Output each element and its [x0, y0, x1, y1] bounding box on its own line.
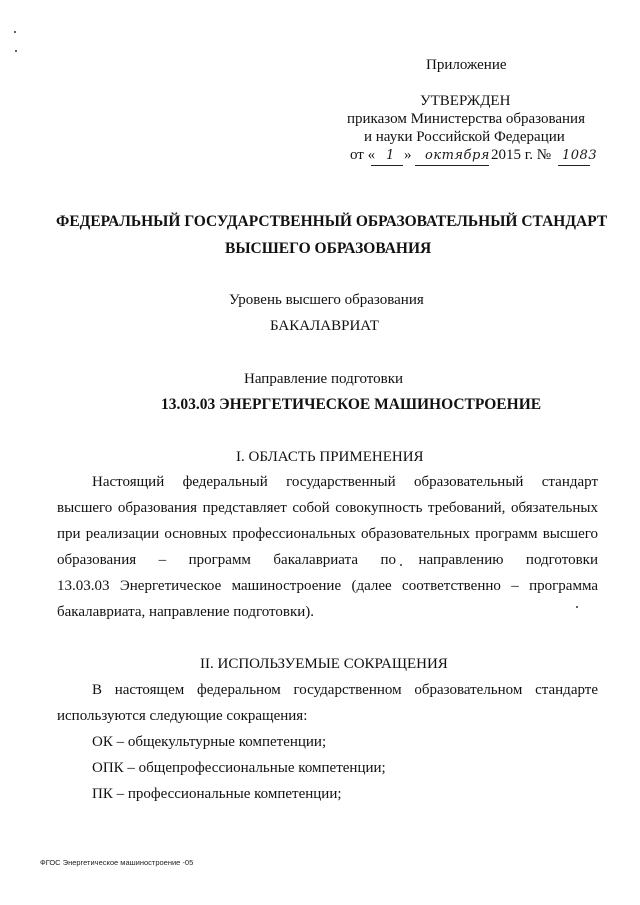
scan-speck: [576, 606, 578, 608]
order-line-2: и науки Российской Федерации: [364, 129, 565, 145]
date-day-underline: [371, 165, 403, 166]
date-month: октября: [425, 148, 490, 163]
scan-speck: [15, 50, 17, 52]
section-1-heading: I. ОБЛАСТЬ ПРИМЕНЕНИЯ: [236, 449, 424, 465]
abbreviation-item: ОК – общекультурные компетенции;: [92, 734, 327, 750]
page-footer: ФГОС Энергетическое машиностроение -05: [40, 858, 194, 867]
paragraph-line: при реализации основных профессиональных образовательных программ высшего: [57, 526, 598, 542]
appendix-label: Приложение: [426, 57, 507, 73]
scan-speck: [14, 31, 16, 33]
abbreviation-item: ОПК – общепрофессиональные компетенции;: [92, 760, 386, 776]
abbreviations-intro-line: используются следующие сокращения:: [57, 708, 308, 724]
date-mid: »: [404, 147, 412, 163]
date-day: 1: [386, 148, 395, 163]
order-number: 1083: [562, 148, 598, 163]
paragraph-line: высшего образования представляет собой совокупность требований, обязательных: [57, 500, 598, 516]
abbreviation-item: ПК – профессиональные компетенции;: [92, 786, 342, 802]
paragraph-line: бакалавриата, направление подготовки).: [57, 604, 315, 620]
direction-label: Направление подготовки: [244, 371, 404, 387]
paragraph-line: 13.03.03 Энергетическое машиностроение (далее соответственно – программа: [57, 578, 598, 594]
date-year: 2015 г. №: [491, 147, 552, 163]
approved-label: УТВЕРЖДЕН: [420, 93, 511, 109]
order-line-1: приказом Министерства образования: [347, 111, 585, 127]
paragraph-line: образования – программ бакалавриата по направлению подготовки: [57, 552, 598, 568]
direction-value: 13.03.03 ЭНЕРГЕТИЧЕСКОЕ МАШИНОСТРОЕНИЕ: [161, 396, 542, 413]
paragraph-line: Настоящий федеральный государственный образовательный стандарт: [92, 474, 598, 490]
section-2-heading: II. ИСПОЛЬЗУЕМЫЕ СОКРАЩЕНИЯ: [200, 656, 448, 672]
date-month-underline: [415, 165, 489, 166]
abbreviations-intro-line: В настоящем федеральном государственном образовательном стандарте: [92, 682, 598, 698]
education-level-label: Уровень высшего образования: [229, 292, 424, 308]
date-prefix: от «: [350, 147, 376, 163]
document-title-line-1: ФЕДЕРАЛЬНЫЙ ГОСУДАРСТВЕННЫЙ ОБРАЗОВАТЕЛЬНЫЙ СТАНДАРТ: [56, 213, 608, 230]
order-number-underline: [558, 165, 590, 166]
document-title-line-2: ВЫСШЕГО ОБРАЗОВАНИЯ: [225, 240, 432, 257]
education-level-value: БАКАЛАВРИАТ: [270, 318, 379, 334]
